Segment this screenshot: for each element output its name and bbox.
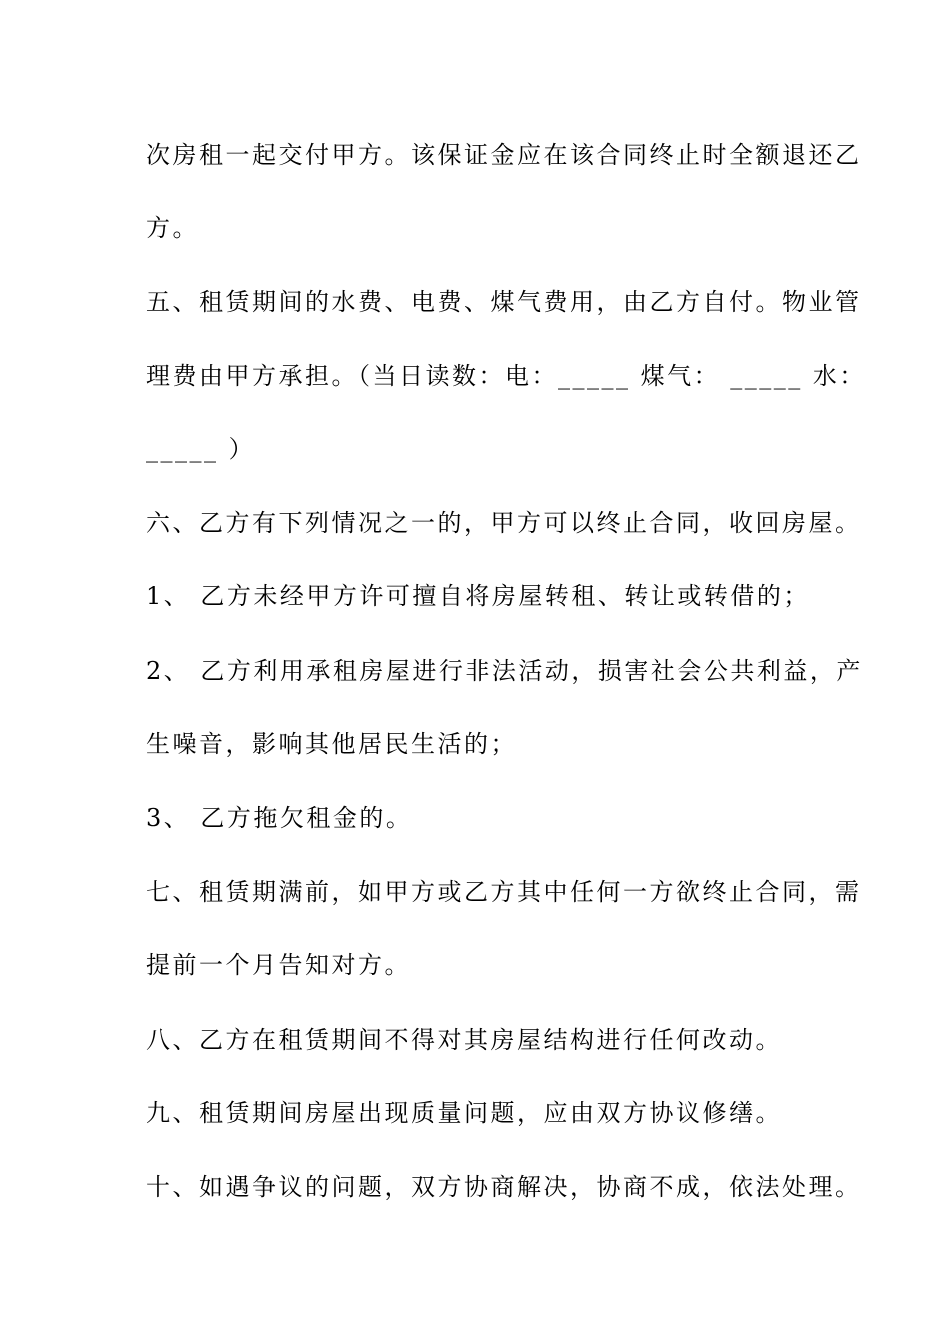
text-line: 提前一个月告知对方。 [146,951,411,979]
text-line: 次房租一起交付甲方。该保证金应在该合同终止时全额退还乙 [146,141,862,169]
text-line: _____ ） [146,435,256,463]
text-line: 七、租赁期满前，如甲方或乙方其中任何一方欲终止合同，需 [146,878,862,906]
text-line: 3、 乙方拖欠租金的。 [146,804,413,832]
text-line: 五、租赁期间的水费、电费、煤气费用，由乙方自付。物业管 [146,288,862,316]
text-line: 理费由甲方承担。（当日读数：电：_____ 煤气： _____ 水： [146,362,866,390]
text-line: 生噪音，影响其他居民生活的； [146,730,517,758]
text-line: 1、 乙方未经甲方许可擅自将房屋转租、转让或转借的； [146,582,810,610]
text-line: 八、乙方在租赁期间不得对其房屋结构进行任何改动。 [146,1026,782,1054]
text-line: 2、 乙方利用承租房屋进行非法活动，损害社会公共利益，产 [146,657,863,685]
text-line: 六、乙方有下列情况之一的，甲方可以终止合同，收回房屋。 [146,509,862,537]
text-line: 九、租赁期间房屋出现质量问题，应由双方协议修缮。 [146,1099,782,1127]
text-line: 方。 [146,214,199,242]
text-line: 十、如遇争议的问题，双方协商解决，协商不成，依法处理。 [146,1173,862,1201]
